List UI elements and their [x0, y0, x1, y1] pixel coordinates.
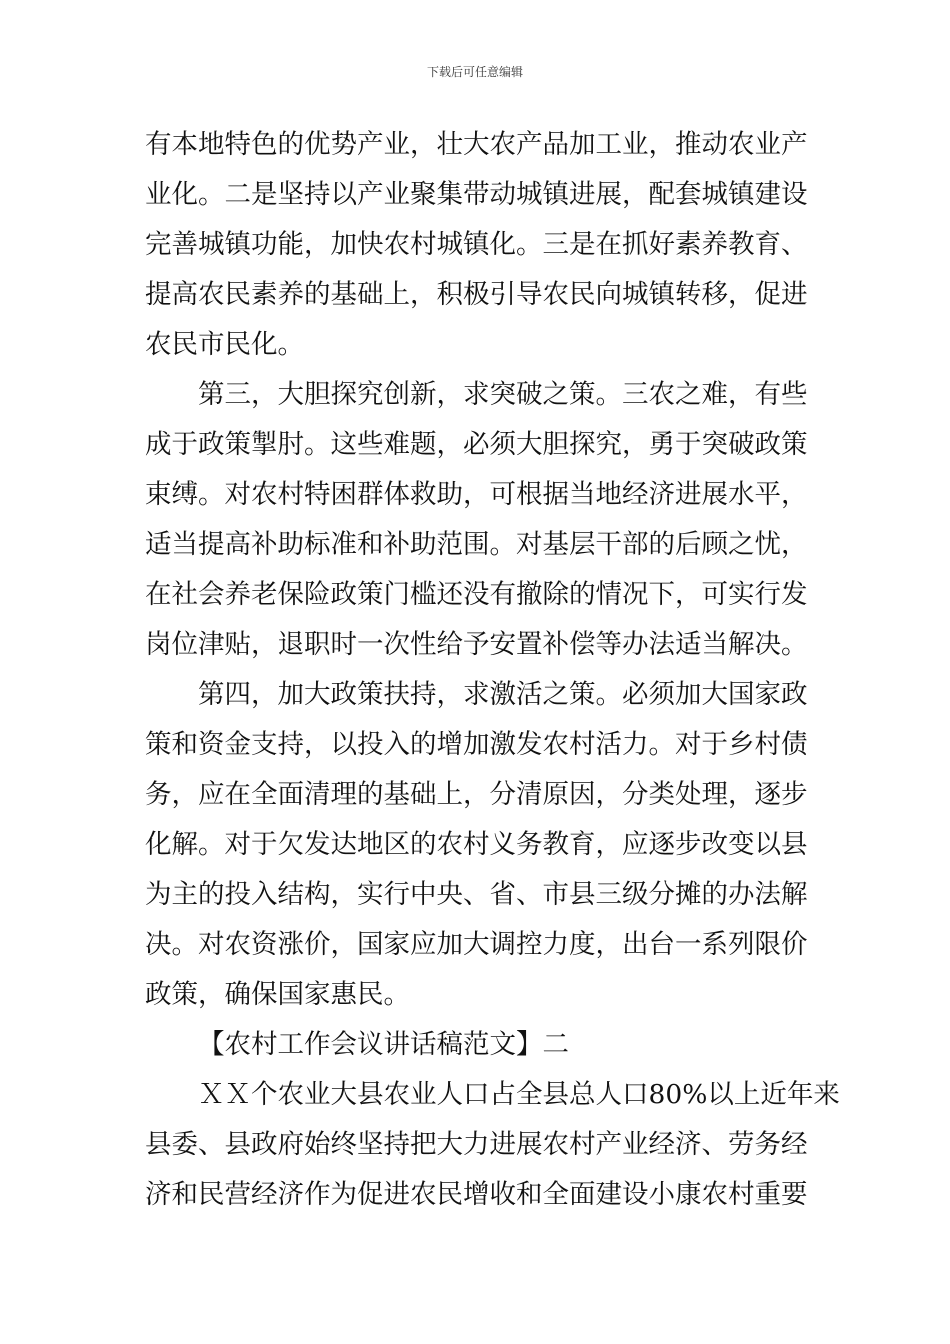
text-line: 适当提高补助标准和补助范围。对基层干部的后顾之忧，: [145, 529, 808, 560]
text-line: 农民市民化。: [145, 329, 304, 360]
text-line: 岗位津贴，退职时一次性给予安置补偿等办法适当解决。: [145, 629, 808, 660]
text-line: 第四，加大政策扶持，求激活之策。必须加大国家政: [198, 679, 808, 710]
text-line: 业化。二是坚持以产业聚集带动城镇进展，配套城镇建设: [145, 179, 808, 210]
text-line: 化解。对于欠发达地区的农村义务教育，应逐步改变以县: [145, 829, 808, 860]
text-line: 决。对农资涨价，国家应加大调控力度，出台一系列限价: [145, 929, 808, 960]
text-line: 束缚。对农村特困群体救助，可根据当地经济进展水平，: [145, 479, 808, 510]
text-line: 提高农民素养的基础上，积极引导农民向城镇转移，促进: [145, 279, 808, 310]
text-line: 为主的投入结构，实行中央、省、市县三级分摊的办法解: [145, 879, 808, 910]
text-line: 济和民营经济作为促进农民增收和全面建设小康农村重要: [145, 1179, 808, 1210]
text-line: 【农村工作会议讲话稿范文】二: [198, 1029, 569, 1060]
document-body: [145, 120, 840, 1220]
text-line: 有本地特色的优势产业，壮大农产品加工业，推动农业产: [145, 129, 808, 160]
text-line: 在社会养老保险政策门槛还没有撤除的情况下，可实行发: [145, 579, 808, 610]
text-line: 策和资金支持，以投入的增加激发农村活力。对于乡村债: [145, 729, 808, 760]
text-line: 务，应在全面清理的基础上，分清原因，分类处理，逐步: [145, 779, 808, 810]
text-line: 第三，大胆探究创新，求突破之策。三农之难，有些: [198, 379, 808, 410]
text-line: ＸＸ个农业大县农业人口占全县总人口80%以上近年来: [198, 1079, 840, 1110]
text-line: 成于政策掣肘。这些难题，必须大胆探究，勇于突破政策: [145, 429, 808, 460]
text-line: 完善城镇功能，加快农村城镇化。三是在抓好素养教育、: [145, 229, 808, 260]
text-line: 政策，确保国家惠民。: [145, 979, 410, 1010]
page-header: 下载后可任意编辑: [426, 65, 523, 79]
text-line: 县委、县政府始终坚持把大力进展农村产业经济、劳务经: [145, 1129, 808, 1160]
